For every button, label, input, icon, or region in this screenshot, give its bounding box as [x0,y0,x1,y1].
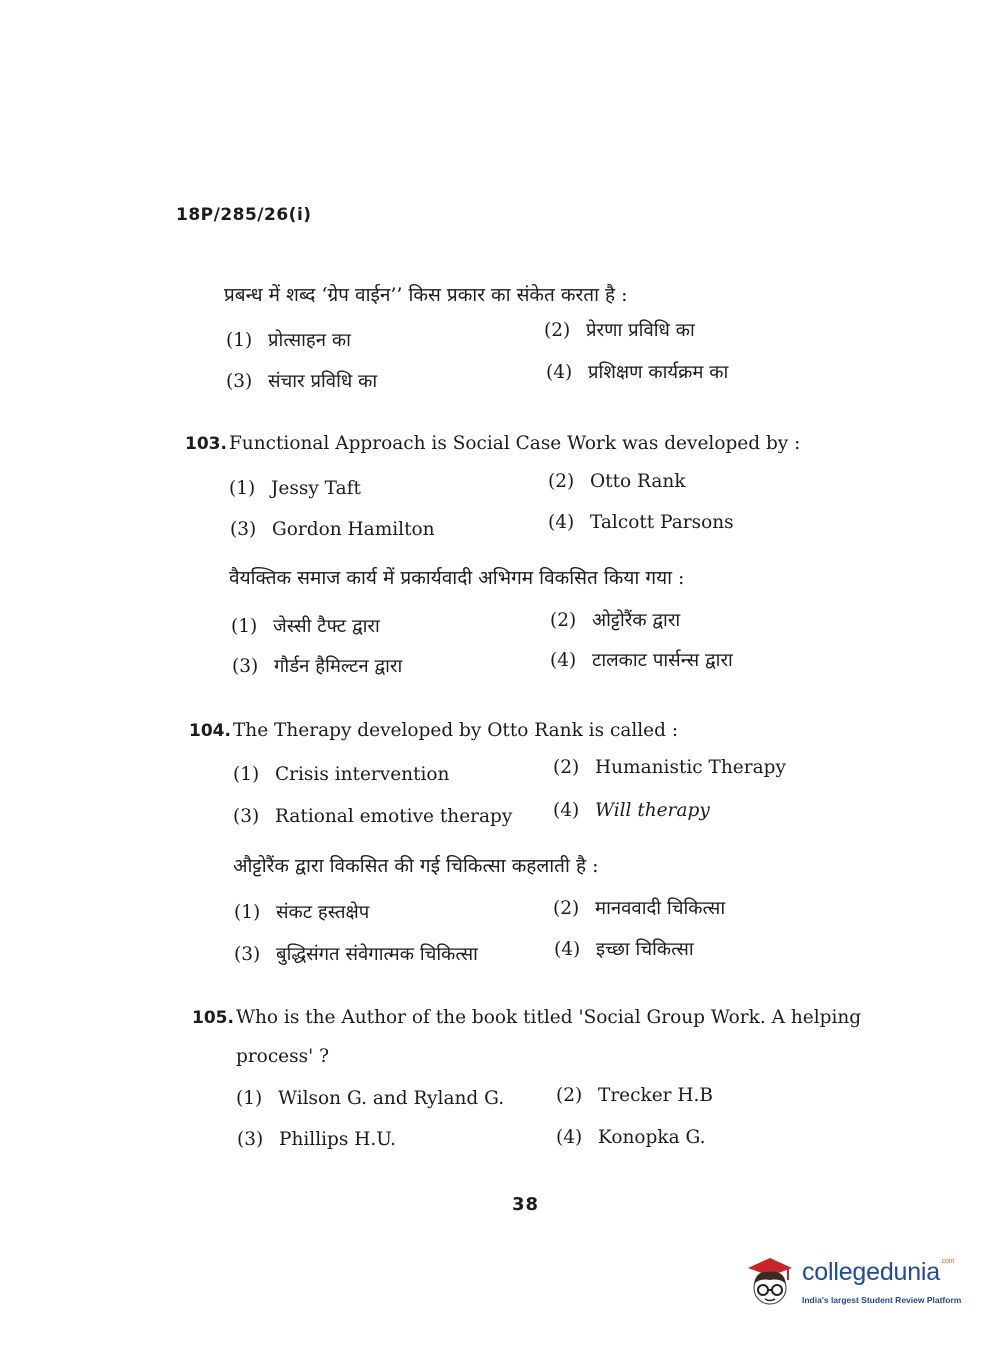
q104-hindi-option-3 [234,943,478,967]
q104-option-1 [233,763,449,787]
option-text: जेस्सी टैफ्ट द्वारा [273,616,380,637]
option-text: Gordon Hamilton [272,519,435,540]
q104-hindi-stem: औट्टोरैंक द्वारा विकसित की गई चिकित्सा कहलाती है : [233,855,599,877]
q104-stem [189,719,678,743]
option-number: (2) [553,898,580,919]
option-text: संचार प्रविधि का [268,371,378,392]
logo-name: collegedunia [802,1258,940,1286]
option-text: प्रोत्साहन का [268,330,351,351]
question-number: 104. [189,721,231,741]
option-number: (1) [229,478,256,499]
option-text: ओट्टोरैंक द्वारा [592,610,681,631]
option-text: Crisis intervention [275,764,450,785]
option-number: (4) [556,1127,583,1148]
option-number: (4) [553,800,580,821]
q105-option-2 [556,1084,713,1108]
q102-hindi-option-1 [226,329,351,353]
option-number: (3) [230,519,257,540]
q105-option-1 [236,1087,504,1111]
option-number: (3) [232,656,259,677]
option-text: इच्छा चिकित्सा [596,939,694,960]
option-text: टालकाट पार्सन्स द्वारा [592,650,733,671]
question-text: Functional Approach is Social Case Work was developed by : [228,433,801,454]
option-text: Jessy Taft [271,478,361,499]
option-number: (1) [236,1088,263,1109]
page-number: 38 [512,1194,540,1215]
option-number: (1) [234,902,261,923]
q103-option-1 [229,477,361,501]
option-text: Rational emotive therapy [275,806,513,827]
q103-option-3 [230,518,435,542]
q104-hindi-option-1 [234,901,369,925]
option-number: (4) [554,939,581,960]
q105-stem-line2: process' ? [236,1046,330,1067]
option-number: (2) [556,1085,583,1106]
q104-hindi-option-4 [554,938,694,962]
collegedunia-logo[interactable] [742,1250,972,1316]
option-number: (3) [226,371,253,392]
option-text: Will therapy [595,800,710,821]
option-text: Otto Rank [590,471,686,492]
option-text: बुद्धिसंगत संवेगात्मक चिकित्सा [276,944,478,965]
option-number: (3) [237,1129,264,1150]
q104-option-4 [553,799,710,823]
option-number: (2) [544,320,571,341]
question-text: The Therapy developed by Otto Rank is called : [232,720,679,741]
q102-hindi-option-4 [546,361,728,385]
q105-stem-line1 [192,1006,861,1030]
option-number: (4) [548,512,575,533]
q102-hindi-option-2 [544,319,695,343]
option-number: (1) [233,764,260,785]
option-number: (1) [226,330,253,351]
option-number: (4) [550,650,577,671]
q103-stem [185,432,800,456]
question-number: 103. [185,434,227,454]
logo-wordmark [802,1258,954,1287]
question-text: Who is the Author of the book titled 'Social Group Work. A helping [235,1007,862,1028]
q103-hindi-option-1 [231,615,380,639]
student-mascot-icon [742,1254,798,1310]
option-text: प्रशिक्षण कार्यक्रम का [588,362,729,383]
option-number: (3) [234,944,261,965]
option-text: Phillips H.U. [279,1129,397,1150]
q104-option-3 [233,805,512,829]
q104-option-2 [553,756,786,780]
option-number: (4) [546,362,573,383]
option-number: (1) [231,616,258,637]
option-number: (3) [233,806,260,827]
q103-hindi-option-4 [550,649,733,673]
q102-hindi-stem: प्रबन्ध में शब्द ‘ग्रेप वाईन’’ किस प्रकार का संकेत करता है : [224,284,628,306]
q105-option-3 [237,1128,396,1152]
option-text: Talcott Parsons [590,512,734,533]
option-number: (2) [548,471,575,492]
option-number: (2) [550,610,577,631]
q102-hindi-option-3 [226,370,377,394]
logo-suffix: .com [940,1258,955,1265]
option-text: Wilson G. and Ryland G. [278,1088,505,1109]
q103-hindi-option-3 [232,655,402,679]
option-text: Trecker H.B [598,1085,713,1106]
option-text: Humanistic Therapy [595,757,786,778]
paper-code: 18P/285/26(i) [176,205,312,225]
q103-hindi-option-2 [550,609,680,633]
q103-option-2 [548,470,686,494]
q103-option-4 [548,511,734,535]
option-text: Konopka G. [598,1127,706,1148]
option-text: प्रेरणा प्रविधि का [586,320,695,341]
q103-hindi-stem: वैयक्तिक समाज कार्य में प्रकार्यवादी अभिगम विकसित किया गया : [229,567,685,589]
option-text: संकट हस्तक्षेप [276,902,370,923]
q104-hindi-option-2 [553,897,725,921]
q105-option-4 [556,1126,705,1150]
option-text: गौर्डन हैमिल्टन द्वारा [274,656,403,677]
logo-tagline: India's largest Student Review Platform [802,1295,962,1305]
option-text: मानववादी चिकित्सा [595,898,726,919]
option-number: (2) [553,757,580,778]
question-number: 105. [192,1008,234,1028]
